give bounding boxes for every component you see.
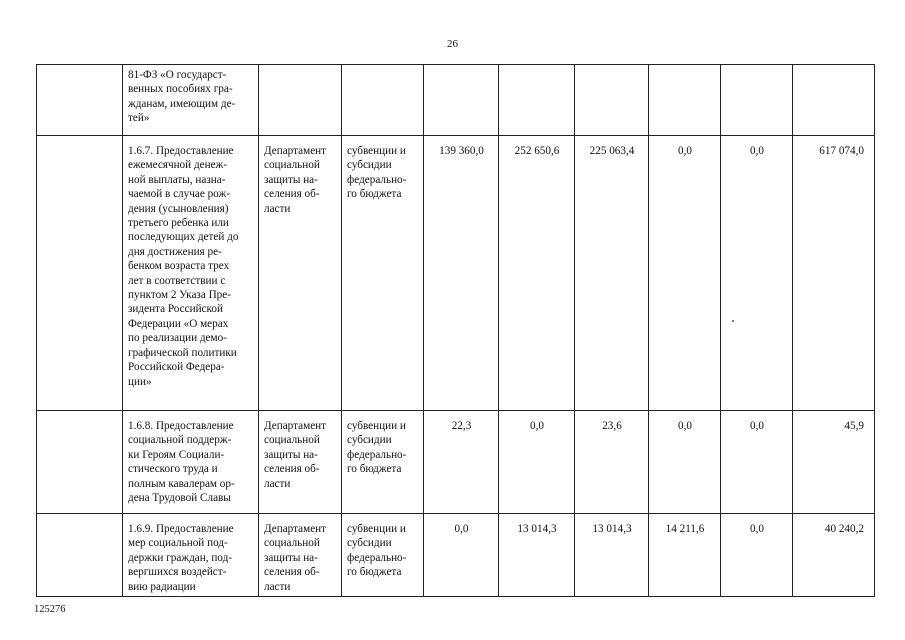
value-cell-5: 0,0 [721,514,793,597]
value-cell-5: 0,0 [721,411,793,514]
table-row [37,514,875,597]
total-cell: 617 074,0 [793,136,875,411]
row-number-cell [37,514,123,597]
value-cell-5 [721,65,793,136]
department-cell: Департамент социальной защиты на- селения об- ласти [259,136,342,411]
document-code: 125276 [34,604,66,615]
funding-source-cell: субвенции и субсидии федерально- го бюджета [342,136,424,411]
budget-table [36,64,875,597]
total-cell: 45,9 [793,411,875,514]
value-cell-3: 225 063,4 [575,136,649,411]
page-number: 26 [447,38,458,50]
measure-name-cell: 81-ФЗ «О государст- венных пособиях гра- жданам, имеющим де- тей» [123,65,259,136]
row-number-cell [37,65,123,136]
table-row [37,136,875,411]
measure-name-cell: 1.6.9. Предоставление мер социальной под- держки граждан, под- вергшихся воздейст- вию радиации [123,514,259,597]
department-cell [259,65,342,136]
value-cell-1: 22,3 [424,411,499,514]
value-cell-2: 0,0 [499,411,575,514]
table-row [37,65,875,136]
value-cell-3: 23,6 [575,411,649,514]
value-cell-1 [424,65,499,136]
value-cell-2 [499,65,575,136]
total-cell [793,65,875,136]
value-cell-1: 139 360,0 [424,136,499,411]
value-cell-5: 0,0 [721,136,793,411]
measure-name-cell: 1.6.7. Предоставление ежемесячной денеж- ной выплаты, назна- чаемой в случае рож- дения (усыновления) третьего ребенка или последующих детей до дня достижения ре- бенком возраста трех лет в соответствии с пунктом 2 Указа Пре- зидента Российской Федерации «О мерах по реализации демо- графической политики Российской Федера- ции» [123,136,259,411]
value-cell-4: 0,0 [649,136,721,411]
total-cell: 40 240,2 [793,514,875,597]
department-cell: Департамент социальной защиты на- селения об- ласти [259,514,342,597]
value-cell-4 [649,65,721,136]
row-number-cell [37,411,123,514]
value-cell-4: 14 211,6 [649,514,721,597]
funding-source-cell: субвенции и субсидии федерально- го бюджета [342,411,424,514]
table-row [37,411,875,514]
row-number-cell [37,136,123,411]
value-cell-2: 13 014,3 [499,514,575,597]
funding-source-cell [342,65,424,136]
value-cell-2: 252 650,6 [499,136,575,411]
department-cell: Департамент социальной защиты на- селения об- ласти [259,411,342,514]
funding-source-cell: субвенции и субсидии федерально- го бюджета [342,514,424,597]
value-cell-3: 13 014,3 [575,514,649,597]
value-cell-3 [575,65,649,136]
scan-speck [732,320,734,322]
measure-name-cell: 1.6.8. Предоставление социальной поддерж- ки Героям Социали- стического труда и полным кавалерам ор- дена Трудовой Славы [123,411,259,514]
value-cell-1: 0,0 [424,514,499,597]
value-cell-4: 0,0 [649,411,721,514]
